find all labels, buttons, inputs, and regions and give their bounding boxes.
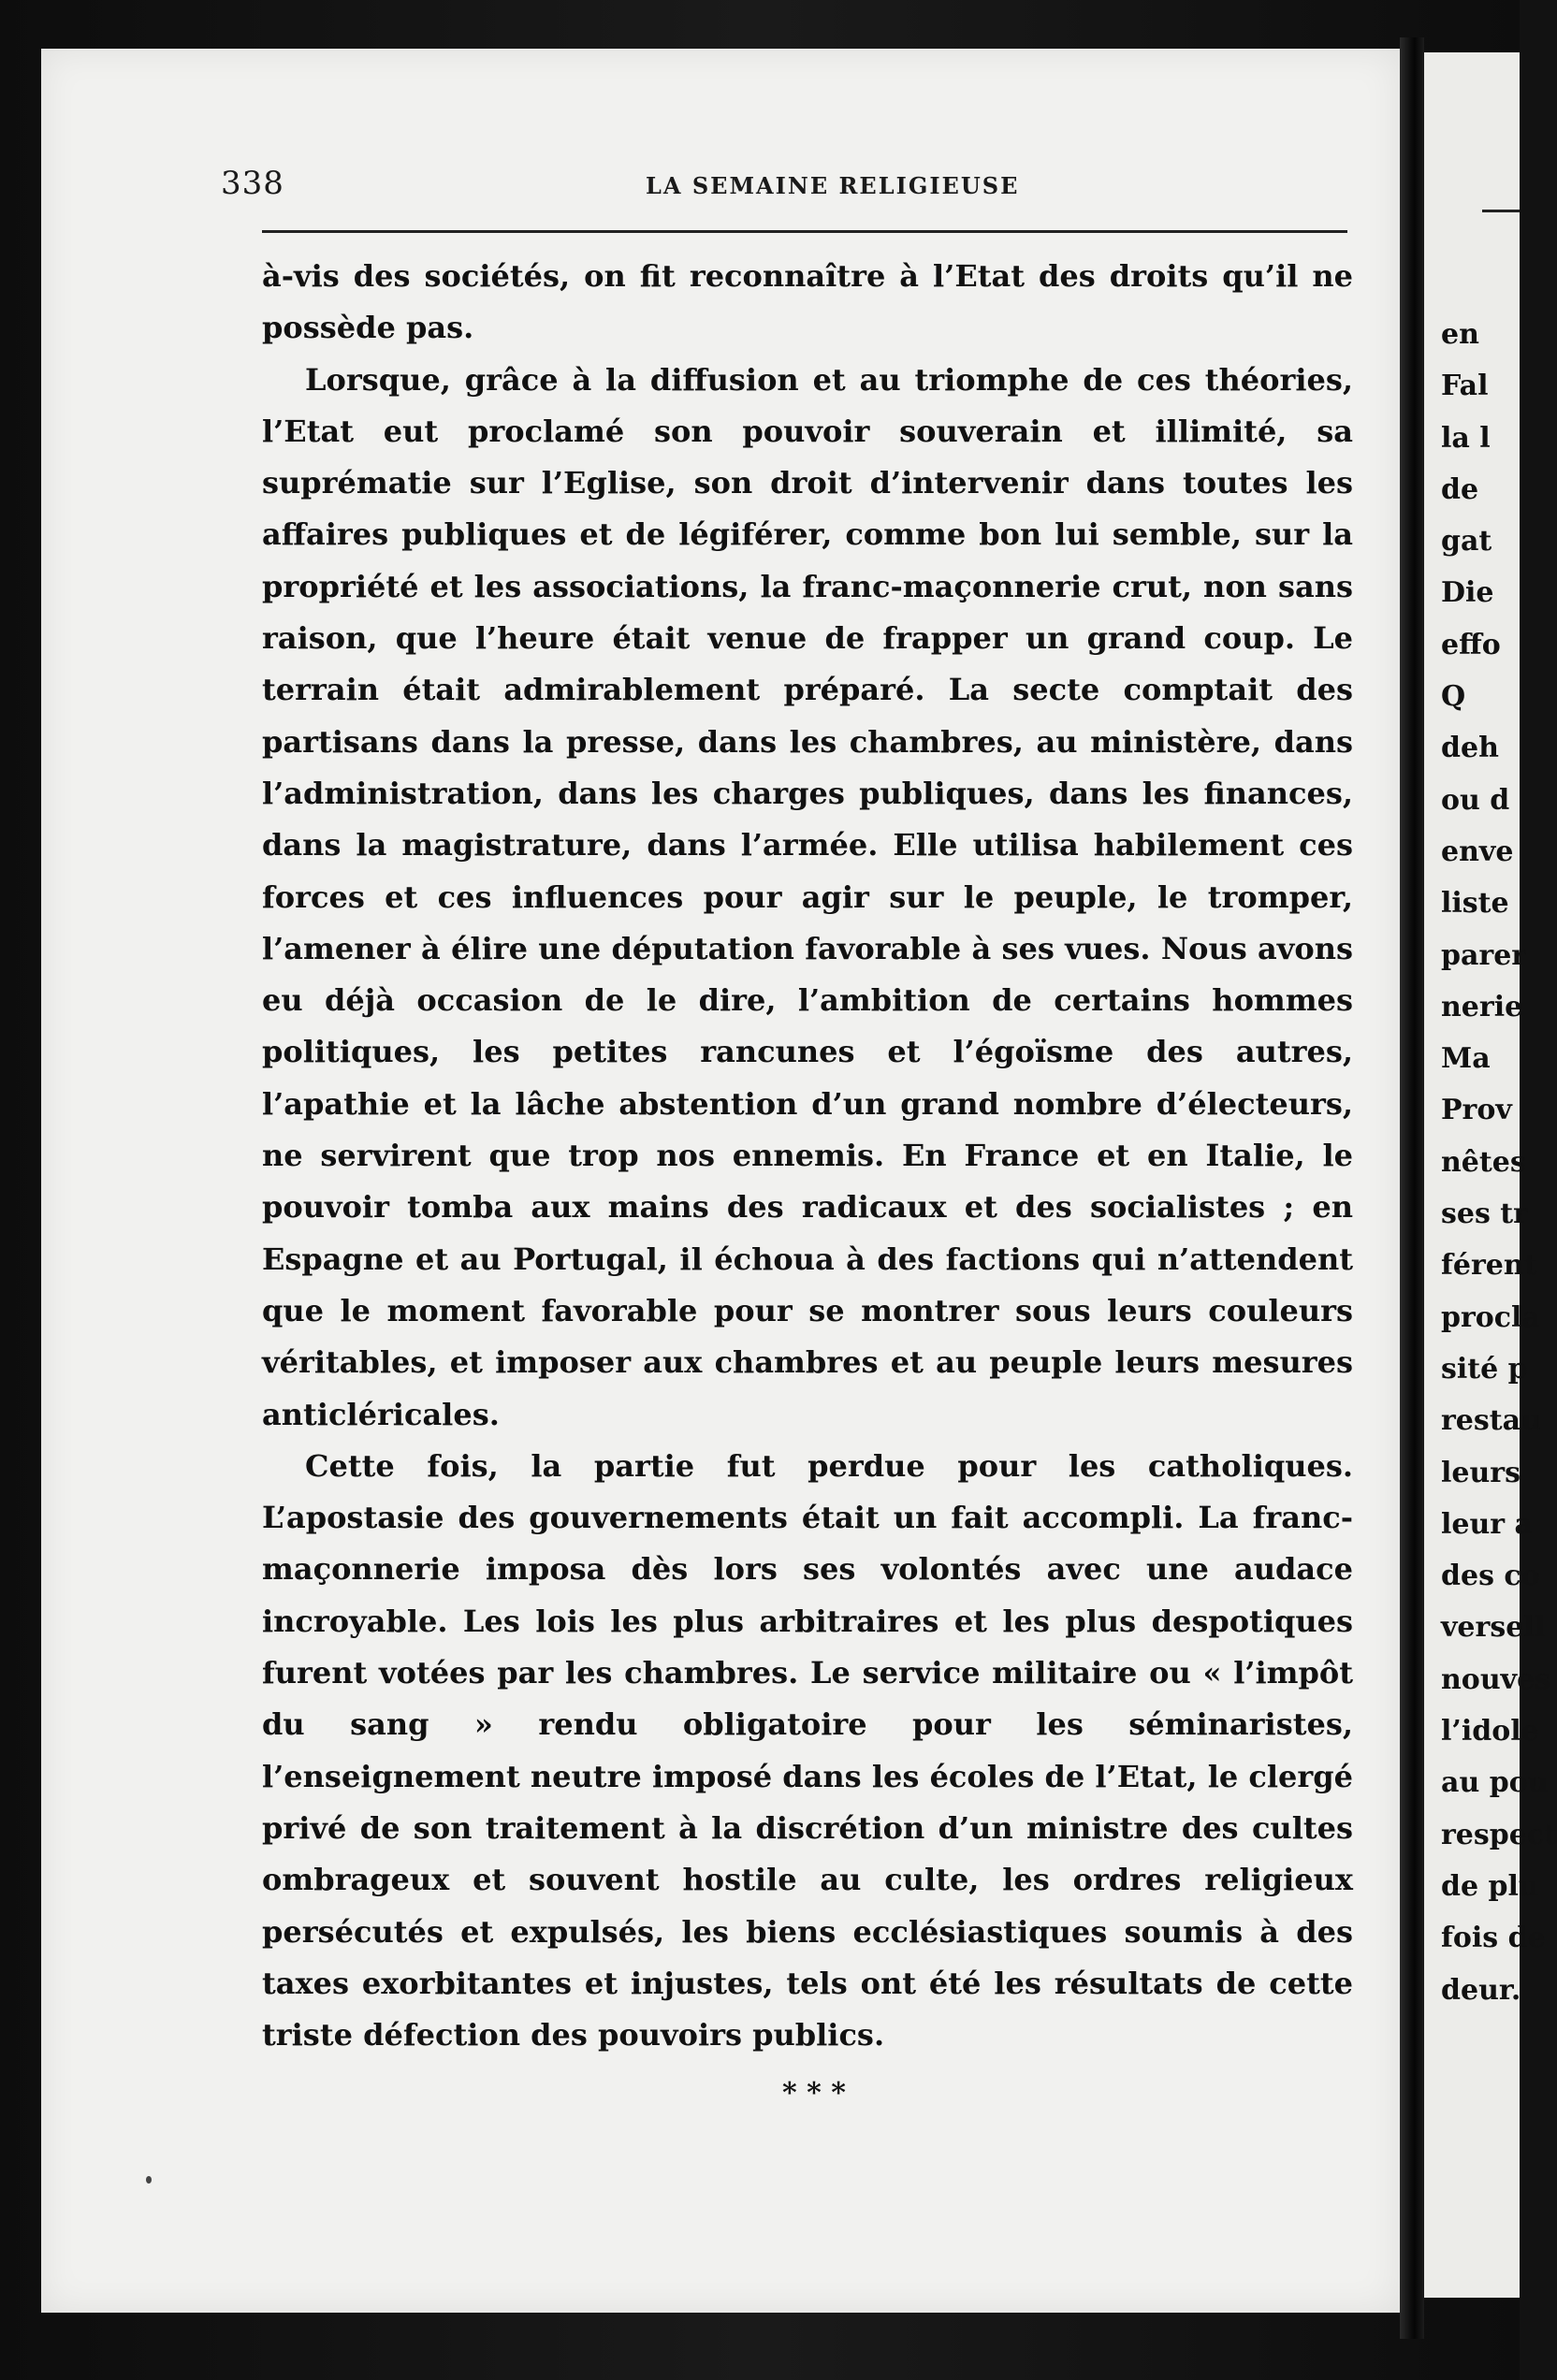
facing-page-text: en Fal la l de gat Die effo Q deh ou d enve liste parer nerie Ma Prov nêtes ses tr férent procla sité p restau leurs leur a des co versell nouves l’idole au pou respect de plu fois de deur. — [1441, 318, 1557, 2007]
running-title: LA SEMAINE RELIGIEUSE — [646, 172, 1020, 199]
ink-speck — [146, 2176, 152, 2184]
page-number: 338 — [221, 165, 284, 202]
paragraph-1: à-vis des sociétés, on fit reconnaître à l’Etat des droits qu’il ne possède pas. — [262, 258, 1353, 346]
facing-page-rule — [1482, 210, 1520, 212]
header-rule — [262, 230, 1347, 233]
facing-page — [1424, 52, 1557, 2298]
book-gutter — [1400, 37, 1424, 2339]
section-break-asterism: * * * — [782, 2077, 846, 2110]
paragraph-3: Cette fois, la partie fut perdue pour les catholiques. L’apostasie des gouvernements était un fait accompli. La franc-maçonnerie imposa dès lors ses volontés avec une audace incroyable. Les lois les plus arbitraires et les plus despotiques furent votées par les chambres. Le service militaire ou « l’impôt du sang » rendu obligatoire pour les séminaristes, l’enseignement neutre imposé dans les écoles de l’Etat, le clergé privé de son traitement à la discrétion d’un ministre des cultes ombrageux et souvent hostile au culte, les ordres religieux persécutés et expulsés, les biens ecclésiastiques soumis à des taxes exorbitantes et injustes, tels ont été les résultats de cette triste défection des pouvoirs publics. — [262, 1447, 1353, 2053]
body-text — [262, 251, 1353, 2061]
paragraph-2: Lorsque, grâce à la diffusion et au triomphe de ces théories, l’Etat eut proclamé son pouvoir souverain et illimité, sa suprématie sur l’Eglise, son droit d’intervenir dans toutes les affaires publiques et de légiférer, comme bon lui semble, sur la propriété et les associations, la franc-maçonnerie crut, non sans raison, que l’heure était venue de frapper un grand coup. Le terrain était admirablement préparé. La secte comptait des partisans dans la presse, dans les chambres, au ministère, dans l’administration, dans les charges publiques, dans les finances, dans la magistrature, dans l’armée. Elle utilisa habilement ces forces et ces influences pour agir sur le peuple, le tromper, l’amener à élire une députation favorable à ses vues. Nous avons eu déjà occasion de le dire, l’ambition de certains hommes politiques, les petites rancunes et l’égoïsme des autres, l’apathie et la lâche abstention d’un grand nombre d’électeurs, ne servirent que trop nos ennemis. En France et en Italie, le pouvoir tomba aux mains des radicaux et des socialistes ; en Espagne et au Portugal, il échoua à des factions qui n’attendent que le moment favorable pour se montrer sous leurs couleurs véritables, et imposer aux chambres et au peuple leurs mesures anticléricales. — [262, 361, 1353, 1432]
